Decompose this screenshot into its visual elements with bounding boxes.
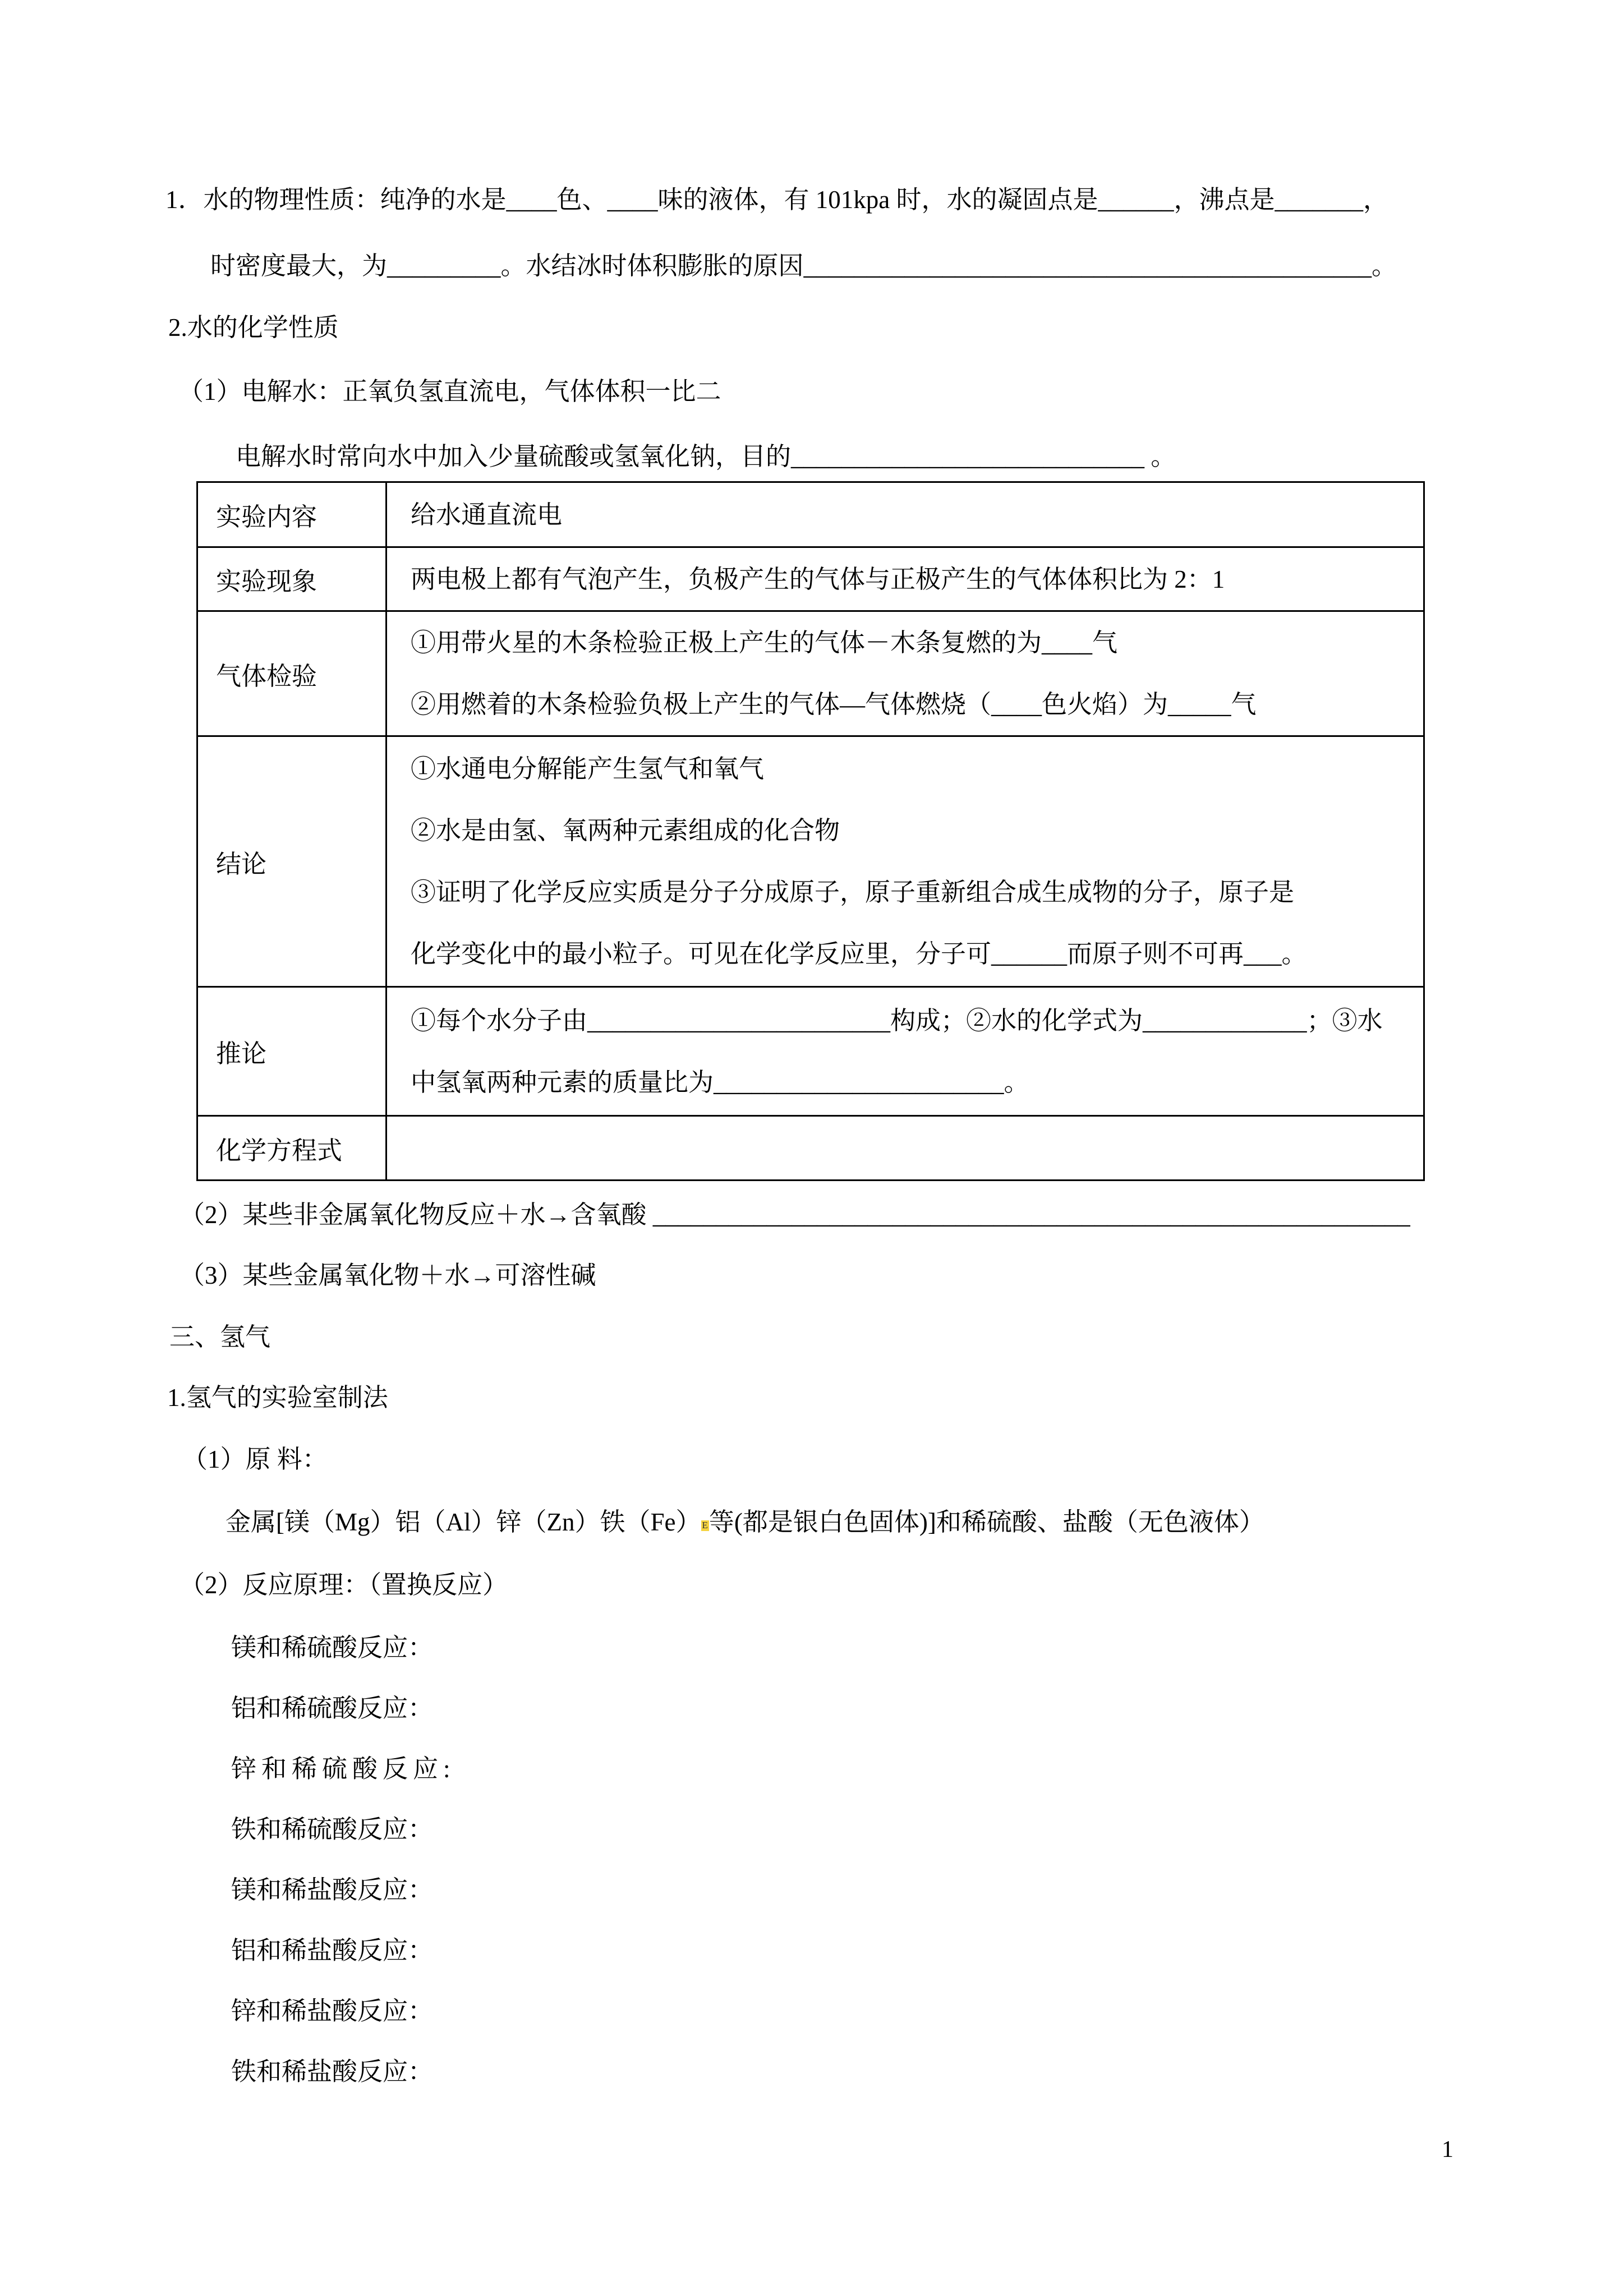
row-label-conclusion: 结论 [197, 736, 387, 987]
reaction-line-fe-hcl: 铁和稀盐酸反应： [231, 2058, 434, 2086]
reaction-line-zn-h2so4: 锌和稀硫酸反应: [231, 1755, 456, 1783]
reaction-line-zn-hcl: 锌和稀盐酸反应： [231, 1997, 434, 2025]
cell-line: 两电极上都有气泡产生，负极产生的气体与正极产生的气体体积比为 2：1 [411, 565, 1225, 593]
row-label-chemical-equation: 化学方程式 [197, 1116, 387, 1181]
nonmetal-oxide-line: （2）某些非金属氧化物反应＋水→含氧酸 ____________________________________________________________ [180, 1201, 1410, 1229]
table-row [197, 987, 1424, 1116]
table-row [197, 482, 1424, 547]
materials-text-after: 等(都是银白色固体)]和稀硫酸、盐酸（无色液体） [709, 1508, 1264, 1536]
electrolysis-line: （1）电解水：正氧负氢直流电，气体体积一比二 [178, 377, 721, 405]
electrolysis-purpose-line: 电解水时常向水中加入少量硫酸或氢氧化钠，目的____________________________ 。 [236, 442, 1176, 471]
page-number: 1 [1442, 2137, 1453, 2163]
materials-text-before: 金属[镁（Mg）铝（Al）锌（Zn）铁（Fe） [226, 1508, 701, 1536]
reaction-line-al-h2so4: 铝和稀硫酸反应： [231, 1694, 434, 1722]
cell-line: ①水通电分解能产生氢气和氧气 [411, 755, 765, 783]
row-label-inference: 推论 [197, 987, 387, 1116]
row-label-experiment-phenomenon: 实验现象 [197, 547, 387, 611]
table-row [197, 1116, 1424, 1181]
cell-line: ①用带火星的木条检验正极上产生的气体－木条复燃的为____气 [411, 629, 1118, 657]
reaction-line-al-hcl: 铝和稀盐酸反应： [231, 1937, 434, 1965]
reaction-principle-line: （2）反应原理：（置换反应） [180, 1571, 508, 1599]
electrolysis-experiment-table [196, 481, 1425, 1181]
physical-properties-cont-line: 时密度最大，为_________。水结冰时体积膨胀的原因_____________________________________________。 [210, 252, 1397, 280]
reaction-line-mg-hcl: 镁和稀盐酸反应： [231, 1876, 434, 1904]
lab-method-heading: 1.氢气的实验室制法 [167, 1384, 388, 1412]
row-label-experiment-content: 实验内容 [197, 482, 387, 547]
cell-line: ②水是由氢、氧两种元素组成的化合物 [411, 817, 840, 845]
materials-line [226, 1507, 1264, 1537]
physical-properties-line: 1．水的物理性质：纯净的水是____色、____味的液体，有 101kpa 时，水的凝固点是______，沸点是_______， [165, 186, 1388, 214]
highlight-marker: E [702, 1520, 708, 1530]
cell-line: ③证明了化学反应实质是分子分成原子，原子重新组合成生成物的分子，原子是 [411, 878, 1295, 906]
hydrogen-section-heading: 三、氢气 [169, 1323, 271, 1351]
materials-label: （1）原 料： [182, 1445, 328, 1473]
reaction-line-mg-h2so4: 镁和稀硫酸反应： [231, 1634, 434, 1662]
cell-line: ②用燃着的木条检验负极上产生的气体—气体燃烧（____色火焰）为_____气 [411, 690, 1257, 718]
reaction-line-fe-h2so4: 铁和稀硫酸反应： [231, 1815, 434, 1843]
cell-line: ①每个水分子由________________________构成；②水的化学式为_____________；③水 [411, 1006, 1383, 1035]
table-row [197, 736, 1424, 987]
cell-line: 化学变化中的最小粒子。可见在化学反应里，分子可______而原子则不可再___。 [411, 940, 1307, 968]
chemical-properties-heading: 2.水的化学性质 [168, 313, 339, 342]
cell-line: 中氢氧两种元素的质量比为_______________________。 [411, 1068, 1029, 1096]
table-row [197, 611, 1424, 736]
table-row [197, 547, 1424, 611]
cell-line: 给水通直流电 [411, 500, 563, 529]
metal-oxide-line: （3）某些金属氧化物＋水→可溶性碱 [180, 1261, 596, 1289]
row-label-gas-test: 气体检验 [197, 611, 387, 736]
